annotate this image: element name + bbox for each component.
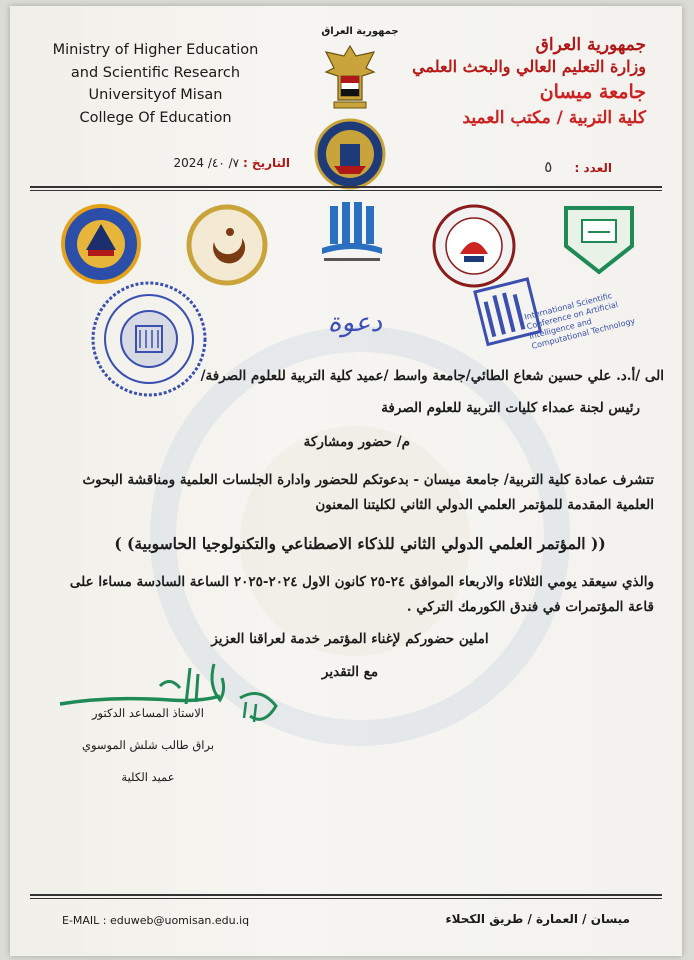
- arabic-header: [396, 34, 646, 130]
- number-row: [544, 158, 612, 176]
- conference-logo-icon: [316, 198, 388, 268]
- republic-label: جمهورية العراق: [321, 26, 399, 37]
- invitation-title: دعوة: [327, 308, 383, 338]
- basrah-university-logo-icon: [184, 202, 270, 288]
- iraq-eagle-icon: [322, 42, 378, 114]
- date-row: [70, 156, 290, 170]
- english-header-line: Ministry of Higher Education: [52, 42, 259, 58]
- recipient-line: الى /أ.د. علي حسين شعاع الطائي/جامعة واسط /عميد كلية التربية للعلوم الصرفة/: [200, 368, 664, 384]
- signature-block: [48, 701, 248, 789]
- signatory-name: براق طالب شلش الموسوي: [81, 738, 215, 752]
- english-header-line: and Scientific Research: [70, 64, 241, 81]
- signatory-role: عميد الكلية: [121, 770, 175, 784]
- subject-line: م/ حضور ومشاركة: [303, 434, 410, 450]
- footer-divider-thin: [30, 898, 662, 899]
- email-address[interactable]: eduweb@uomisan.edu.iq: [110, 914, 250, 927]
- arabic-header-line: جمهورية العراق: [535, 35, 646, 55]
- date-label: التاريخ :: [242, 156, 290, 170]
- footer-divider: [30, 894, 662, 896]
- college-seal-icon: [314, 118, 386, 190]
- english-header-line: College Of Education: [79, 109, 232, 126]
- english-header: [48, 39, 263, 129]
- hope-line: املين حضوركم لإغناء المؤتمر خدمة لعراقنا العزيز: [211, 631, 489, 647]
- arabic-header-line: جامعة ميسان: [539, 81, 646, 103]
- number-value: ٥: [544, 158, 553, 176]
- arabic-header-line: وزارة التعليم العالي والبحث العلمي: [412, 57, 646, 76]
- schedule-paragraph: والذي سيعقد يومي الثلاثاء والاربعاء الموافق ٢٤-٢٥ كانون الاول ٢٠٢٤-٢٠٢٥ الساعة السادسة مساءا على قاعة المؤتمرات في فندق الكورمك التركي .: [69, 574, 654, 615]
- signatory-title: الاستاذ المساعد الدكتور: [92, 706, 204, 720]
- number-label: العدد :: [574, 161, 612, 175]
- date-value: ٧/ ٤٠/ 2024: [173, 156, 240, 170]
- stamp-text: International Scientific Conference on Artificial Intelligence and Computational Technology: [523, 291, 636, 351]
- english-header-line: Universityof Misan: [88, 87, 223, 103]
- invitation-paragraph: تتشرف عمادة كلية التربية/ جامعة ميسان - بدعوتكم للحضور وادارة الجلسات العلمية ومناقشة البحوث العلمية المقدمة للمؤتمر العلمي الدولي الثاني لكليتنا المعنون: [82, 472, 654, 513]
- conference-title: (( المؤتمر العلمي الدولي الثاني للذكاء الاصطناعي والتكنولوجيا الحاسوبية) ): [114, 534, 606, 553]
- committee-line: رئيس لجنة عمداء كليات التربية للعلوم الصرفة: [381, 400, 640, 416]
- footer-address: ميسان / العمارة / طريق الكحلاء: [445, 912, 630, 926]
- document-page: [10, 6, 682, 956]
- footer-email: [62, 914, 249, 927]
- header-divider-thin: [30, 190, 662, 191]
- arabic-header-line: كلية التربية / مكتب العميد: [462, 108, 646, 128]
- header-divider: [30, 186, 662, 188]
- email-label: E-MAIL :: [62, 914, 111, 927]
- misan-university-logo-icon: [58, 202, 144, 286]
- regards-line: مع التقدير: [321, 664, 379, 680]
